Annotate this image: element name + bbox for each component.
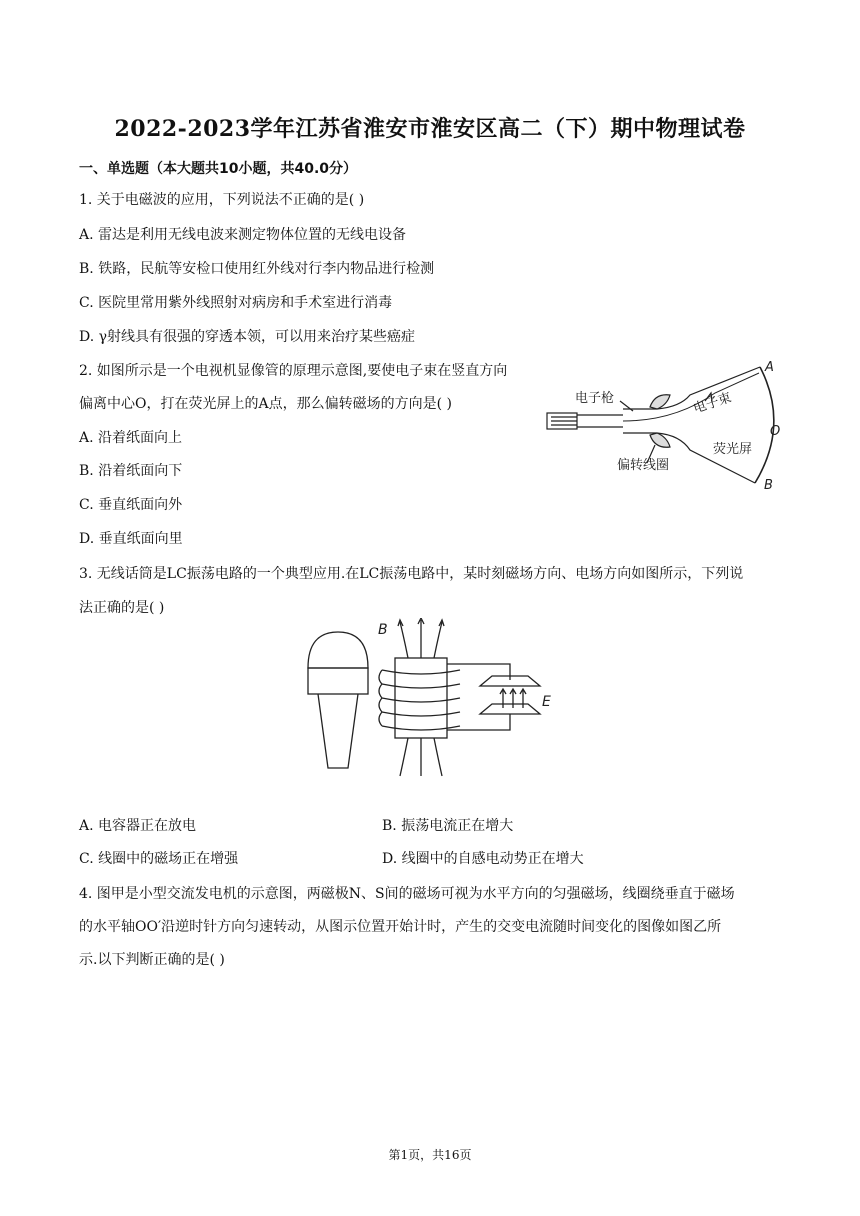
label-screen: 荧光屏	[713, 442, 753, 457]
section-heading: 一、单选题（本大题共10小题，共40.0分）	[79, 161, 358, 177]
q4-stem-line2: 的水平轴OO′沿逆时针方向匀速转动，从图示位置开始计时，产生的交变电流随时间变化的图像如图乙所	[79, 919, 722, 935]
page-footer: 第1页，共16页	[388, 1148, 472, 1162]
q2-stem-line1: 2. 如图所示是一个电视机显像管的原理示意图,要使电子束在竖直方向	[79, 363, 508, 379]
q1-option-a: A. 雷达是利用无线电波来测定物体位置的无线电设备	[79, 227, 407, 243]
label-coil: 偏转线圈	[617, 458, 670, 473]
label-gun: 电子枪	[575, 391, 615, 406]
crt-diagram	[545, 355, 790, 495]
q3-option-a: A. 电容器正在放电	[79, 818, 197, 834]
label-b-field: B	[378, 622, 388, 638]
q2-option-d: D. 垂直纸面向里	[79, 531, 183, 547]
q2-option-a: A. 沿着纸面向上	[79, 430, 183, 446]
q2-option-c: C. 垂直纸面向外	[79, 497, 183, 513]
mic-handle	[318, 694, 358, 768]
q2-stem-line2: 偏离中心O，打在荧光屏上的A点，那么偏转磁场的方向是( )	[79, 396, 452, 412]
q4-stem-line1: 4. 图甲是小型交流发电机的示意图，两磁极N、S间的磁场可视为水平方向的匀强磁场，线圈绕垂直于磁场	[79, 886, 735, 902]
q1-stem: 1. 关于电磁波的应用，下列说法不正确的是( )	[79, 192, 365, 208]
coil-core	[395, 658, 447, 738]
label-o: O	[770, 424, 781, 439]
q1-option-c: C. 医院里常用紫外线照射对病房和手术室进行消毒	[79, 295, 393, 311]
q1-option-d: D. γ射线具有很强的穿透本领，可以用来治疗某些癌症	[79, 329, 415, 345]
mic-head	[308, 632, 368, 668]
capacitor-plate-bottom	[480, 704, 540, 714]
q2-option-b: B. 沿着纸面向下	[79, 463, 183, 479]
label-e-field: E	[542, 694, 551, 710]
q3-stem-line2: 法正确的是( )	[79, 600, 165, 616]
label-beam: 电子束	[691, 390, 734, 417]
q1-option-b: B. 铁路，民航等安检口使用红外线对行李内物品进行检测	[79, 261, 435, 277]
page-title: 2022-2023学年江苏省淮安市淮安区高二（下）期中物理试卷	[114, 116, 746, 142]
lc-circuit-diagram	[300, 618, 570, 778]
label-b: B	[764, 478, 773, 493]
q3-option-c: C. 线圈中的磁场正在增强	[79, 851, 239, 867]
q3-option-d: D. 线圈中的自感电动势正在增大	[382, 851, 584, 867]
q3-option-b: B. 振荡电流正在增大	[382, 818, 514, 834]
q4-stem-line3: 示.以下判断正确的是( )	[79, 952, 225, 968]
label-a: A	[765, 360, 774, 375]
q3-stem-line1: 3. 无线话筒是LC振荡电路的一个典型应用.在LC振荡电路中，某时刻磁场方向、电场方向如图所示，下列说	[79, 566, 744, 582]
